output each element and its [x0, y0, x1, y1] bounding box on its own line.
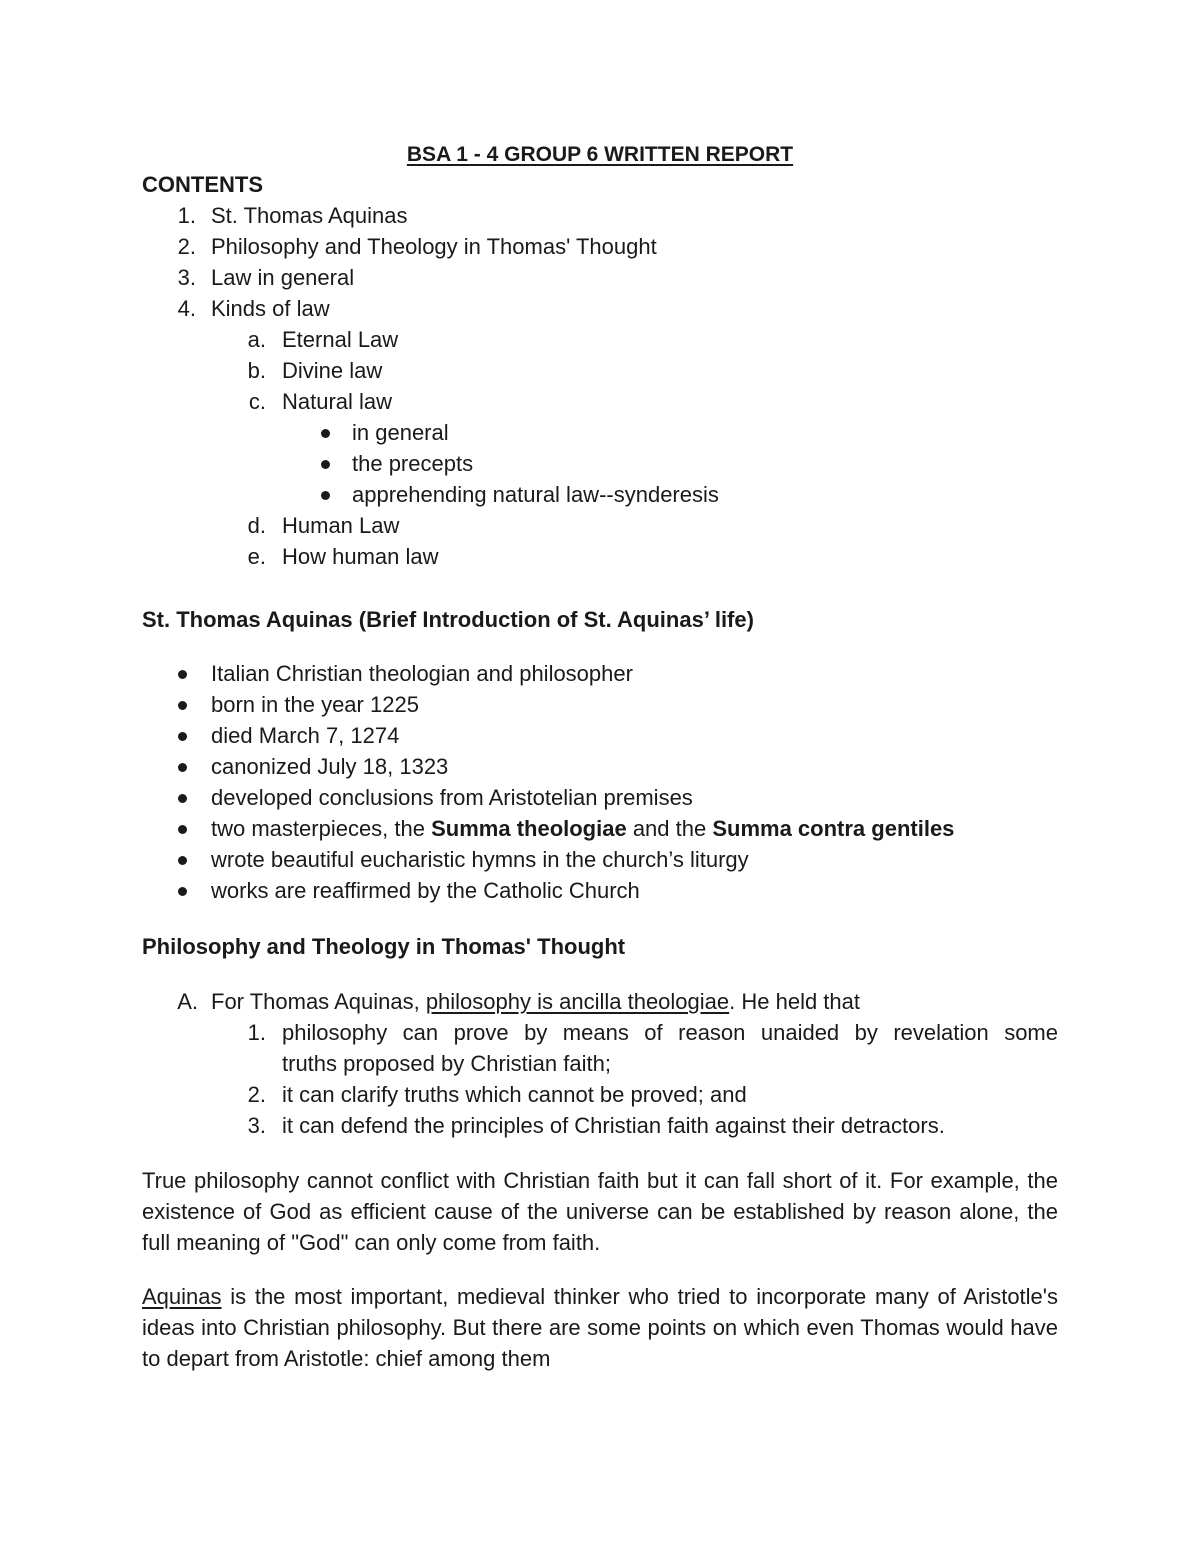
- bullet-icon: [178, 887, 187, 896]
- point-number: 1.: [247, 1020, 266, 1045]
- point-text: philosophy can prove by means of reason unaided by revelation some: [282, 1020, 1058, 1045]
- work-title: Summa contra gentiles: [712, 816, 955, 841]
- paragraph-philosophy-faith: True philosophy cannot conflict with Christian faith but it can fall short of it. For example, the existence of God as efficient cause of the universe can be established by reason alone, the full meaning of "God" can only come from faith.: [142, 1168, 1058, 1255]
- aquinas-heading: St. Thomas Aquinas (Brief Introduction of St. Aquinas’ life): [142, 607, 754, 632]
- contents-number: 3.: [177, 265, 196, 290]
- subitem-text: How human law: [282, 544, 439, 569]
- work-title: Summa theologiae: [431, 816, 627, 841]
- report-title: BSA 1 - 4 GROUP 6 WRITTEN REPORT: [406, 143, 794, 166]
- subitem-text: Natural law: [282, 389, 393, 414]
- contents-item: Kinds of law: [211, 296, 330, 321]
- bullet-icon: [178, 794, 187, 803]
- subitem-letter: a.: [247, 327, 266, 352]
- contents-item: St. Thomas Aquinas: [211, 203, 408, 228]
- bullet-icon: [321, 429, 330, 438]
- masterpieces-middle: and the: [626, 816, 713, 841]
- bullet-icon: [178, 856, 187, 865]
- contents-number: 2.: [177, 234, 196, 259]
- aquinas-bullet: developed conclusions from Aristotelian premises: [211, 785, 693, 810]
- bullet-icon: [321, 491, 330, 500]
- natural-law-bullet: the precepts: [352, 451, 474, 476]
- aquinas-bullet: works are reaffirmed by the Catholic Church: [211, 878, 640, 903]
- point-text: it can defend the principles of Christian faith against their detractors.: [282, 1113, 945, 1138]
- bullet-icon: [178, 732, 187, 741]
- point-number: 2.: [247, 1082, 266, 1107]
- contents-heading: CONTENTS: [142, 172, 263, 197]
- masterpieces-prefix: two masterpieces, the: [211, 816, 432, 841]
- paragraph-rest: is the most important, medieval thinker who tried to incorporate many of Aristotle's ideas into Christian philosophy. But there are some points on which even Thomas would have to depart from Aristotle: chief among them: [142, 1284, 1058, 1371]
- bullet-icon: [178, 701, 187, 710]
- bullet-icon: [178, 825, 187, 834]
- subitem-text: Divine law: [282, 358, 383, 383]
- subitem-text: Human Law: [282, 513, 400, 538]
- subitem-letter: b.: [247, 358, 266, 383]
- bullet-icon: [178, 670, 187, 679]
- bullet-icon: [178, 763, 187, 772]
- point-a-text: [211, 986, 860, 1017]
- contents-item: Philosophy and Theology in Thomas' Thought: [211, 234, 657, 259]
- natural-law-bullet: in general: [352, 420, 449, 445]
- aquinas-bullet: born in the year 1225: [211, 692, 419, 717]
- paragraph-aquinas-aristotle: [142, 1281, 1058, 1374]
- aquinas-bullet: wrote beautiful eucharistic hymns in the church’s liturgy: [211, 847, 749, 872]
- subitem-letter: c.: [248, 389, 266, 414]
- subitem-letter: d.: [247, 513, 266, 538]
- natural-law-bullet: apprehending natural law--synderesis: [352, 482, 719, 507]
- aquinas-bullet-masterpieces: [211, 813, 954, 844]
- subitem-text: Eternal Law: [282, 327, 399, 352]
- point-text: it can clarify truths which cannot be proved; and: [282, 1082, 747, 1107]
- contents-number: 1.: [177, 203, 196, 228]
- contents-number: 4.: [177, 296, 196, 321]
- aquinas-bullet: Italian Christian theologian and philosopher: [211, 661, 633, 686]
- point-letter: A.: [177, 989, 198, 1014]
- point-a-underlined: philosophy is ancilla theologiae: [425, 989, 730, 1014]
- philosophy-heading: Philosophy and Theology in Thomas' Thought: [142, 934, 626, 959]
- subitem-letter: e.: [247, 544, 266, 569]
- aquinas-underlined: Aquinas: [142, 1284, 222, 1309]
- contents-item: Law in general: [211, 265, 355, 290]
- point-a-prefix: For Thomas Aquinas,: [211, 989, 426, 1014]
- aquinas-bullet: died March 7, 1274: [211, 723, 400, 748]
- point-text-continued: truths proposed by Christian faith;: [282, 1051, 611, 1076]
- point-number: 3.: [247, 1113, 266, 1138]
- point-a-suffix: . He held that: [729, 989, 861, 1014]
- aquinas-bullet: canonized July 18, 1323: [211, 754, 449, 779]
- bullet-icon: [321, 460, 330, 469]
